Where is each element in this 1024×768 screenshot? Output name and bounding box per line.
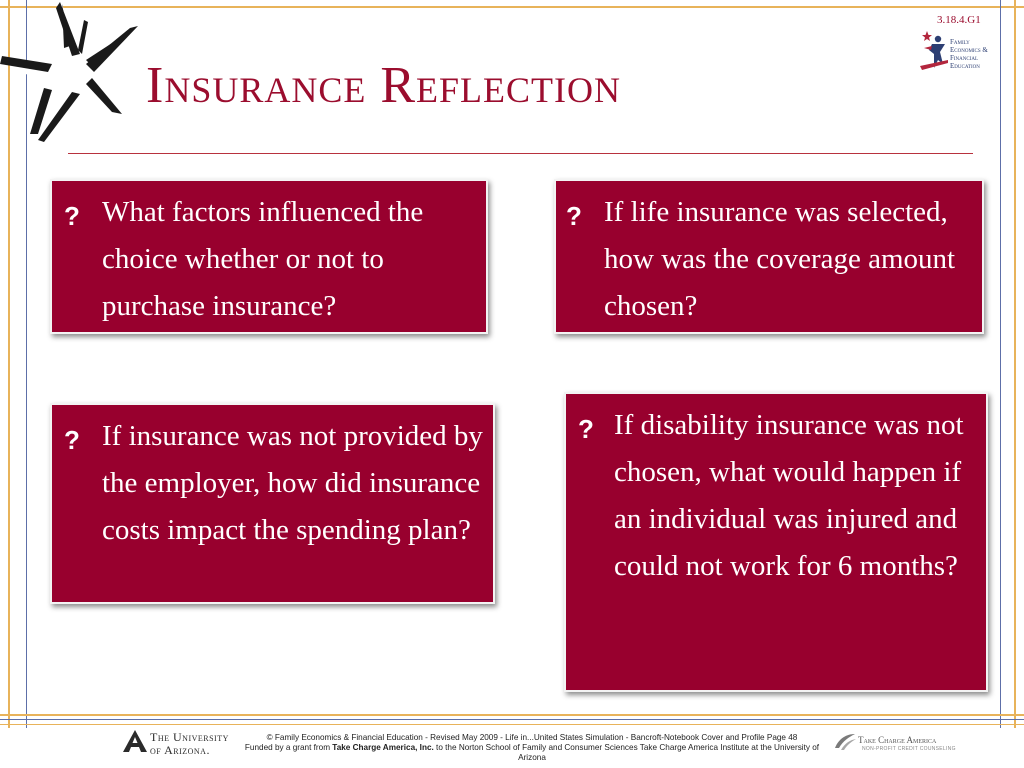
figure-star-icon [918,30,952,72]
university-name [150,731,229,757]
question-box-1 [50,179,488,334]
question-mark-icon: ? [64,201,80,231]
footer-line-1: © Family Economics & Financial Education - Revised May 2009 - Life in...United States Simulation - Bancroft-Notebook Cover and Profile Page 48 [266,733,798,742]
fefe-line: Education [950,62,980,70]
fefe-line: Financial [950,54,979,62]
slide-title: Insurance Reflection [146,57,622,114]
footer-text: to the Norton School of Family and Consumer Sciences Take Charge America Institute at the University of Arizona [433,743,820,762]
fefe-logo-text [950,38,988,70]
fefe-line: Economics & [950,46,988,54]
frame-line [0,714,1024,716]
question-text: If life insurance was selected, how was the coverage amount chosen? [604,196,956,322]
title-divider [68,153,973,154]
question-text: If disability insurance was not chosen, what would happen if an individual was injured and could not work for 6 months? [614,409,964,582]
question-mark-icon: ? [566,201,582,231]
question-box-4 [564,392,988,692]
frame-line [1000,0,1001,728]
star-icon [0,0,150,150]
question-text: If insurance was not provided by the employer, how did insurance costs impact the spending plan? [102,420,483,546]
slide-code: 3.18.4.G1 [937,14,981,26]
frame-line [0,719,1024,720]
footer-line-2 [232,743,832,763]
tca-swoosh-icon [833,732,857,757]
question-mark-icon: ? [578,414,594,444]
question-text: What factors influenced the choice whether or not to purchase insurance? [102,196,424,322]
frame-line [0,6,1024,8]
tca-tagline: NON-PROFIT CREDIT COUNSELING [862,746,956,752]
frame-line [0,724,1024,725]
frame-line [1014,0,1016,728]
tca-name: Take Charge America [858,735,937,745]
university-line: The University [150,730,229,744]
question-box-2 [554,179,984,334]
footer-text: Funded by a grant from [244,743,333,752]
footer-sponsor: Take Charge America, Inc. [332,743,434,752]
question-mark-icon: ? [64,425,80,455]
university-line: of Arizona. [150,743,210,757]
footer-credits [232,733,832,763]
question-box-3 [50,403,495,604]
university-a-icon [122,730,148,757]
fefe-line: Family [950,38,970,46]
